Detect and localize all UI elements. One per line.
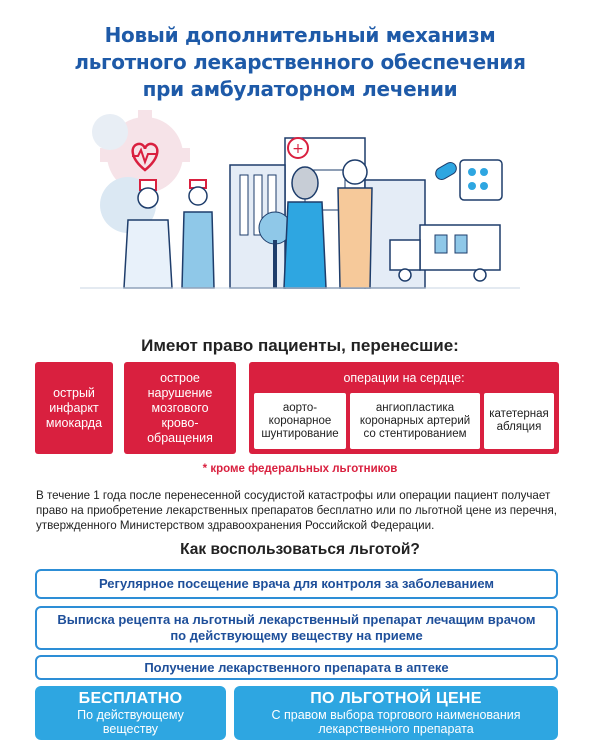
surgery-text: коронарное [268,414,332,427]
surgery-types [254,393,554,449]
surgery-text: ангиопластика [375,401,455,414]
condition-text: крово- [161,415,199,430]
option-text: лекарственного препарата [318,722,474,736]
surgery-bypass [254,393,346,449]
step-prescription [35,606,558,650]
condition-text: мозгового [151,400,209,415]
svg-text:+: + [292,141,304,157]
surgery-text: аорто- [282,401,318,414]
option-text: С правом выбора торгового наименования [271,708,521,722]
eligibility-heading: Имеют право пациенты, перенесшие: [141,336,459,355]
condition-text: обращения [147,430,213,445]
option-heading: БЕСПЛАТНО [78,690,183,707]
step-text: Получение лекарственного препарата в аптеке [144,659,449,675]
gear-small-icon [92,114,128,150]
surgery-text: со стентированием [363,427,467,440]
condition-heart-attack [35,362,113,454]
option-text: По действующему [77,708,184,722]
surgery-ablation [484,393,554,449]
step-text: по действующему веществу на приеме [170,628,423,643]
option-heading: ПО ЛЬГОТНОЙ ЦЕНЕ [310,690,482,707]
step-text: Выписка рецепта на льготный лекарственный препарат лечащим врачом [57,612,536,627]
condition-text: острый [53,385,95,400]
option-free [35,686,226,740]
how-to-heading: Как воспользоваться льготой? [180,541,420,558]
info-paragraph: В течение 1 года после перенесенной сосудистой катастрофы или операции пациент получает право на приобретение лекарственных препаратов бесплатно или по льготной цене из перечня, утвержденного Министерством здравоохранения Российской Федерации. [36,489,557,532]
surgery-text: коронарных артерий [359,414,471,427]
step-doctor-visit [35,569,558,599]
option-discount [234,686,558,740]
pills-icon [433,160,502,200]
nurse-icon [182,180,214,288]
surgery-angioplasty [350,393,480,449]
title-line-1: Новый дополнительный механизм [104,23,496,47]
condition-stroke [124,362,236,454]
page-title [0,22,600,103]
step-pharmacy [35,655,558,680]
option-text: веществу [102,722,159,736]
step-text: Регулярное посещение врача для контроля за заболеванием [98,576,495,591]
title-line-2: льготного лекарственного обеспечения [74,50,526,74]
heart-surgery-heading: операции на сердце: [343,371,465,385]
condition-text: нарушение [147,385,213,400]
condition-heart-surgery [249,362,559,454]
condition-text: миокарда [45,415,103,430]
hospital-illustration [80,110,520,320]
condition-text: инфаркт [49,400,99,415]
surgery-text: абляция [496,421,542,433]
title-line-3: при амбулаторном лечении [142,77,458,101]
footnote: * кроме федеральных льготников [202,463,398,475]
condition-text: острое [160,370,200,385]
surgery-text: шунтирование [261,427,339,440]
surgery-text: катетерная [489,408,549,420]
